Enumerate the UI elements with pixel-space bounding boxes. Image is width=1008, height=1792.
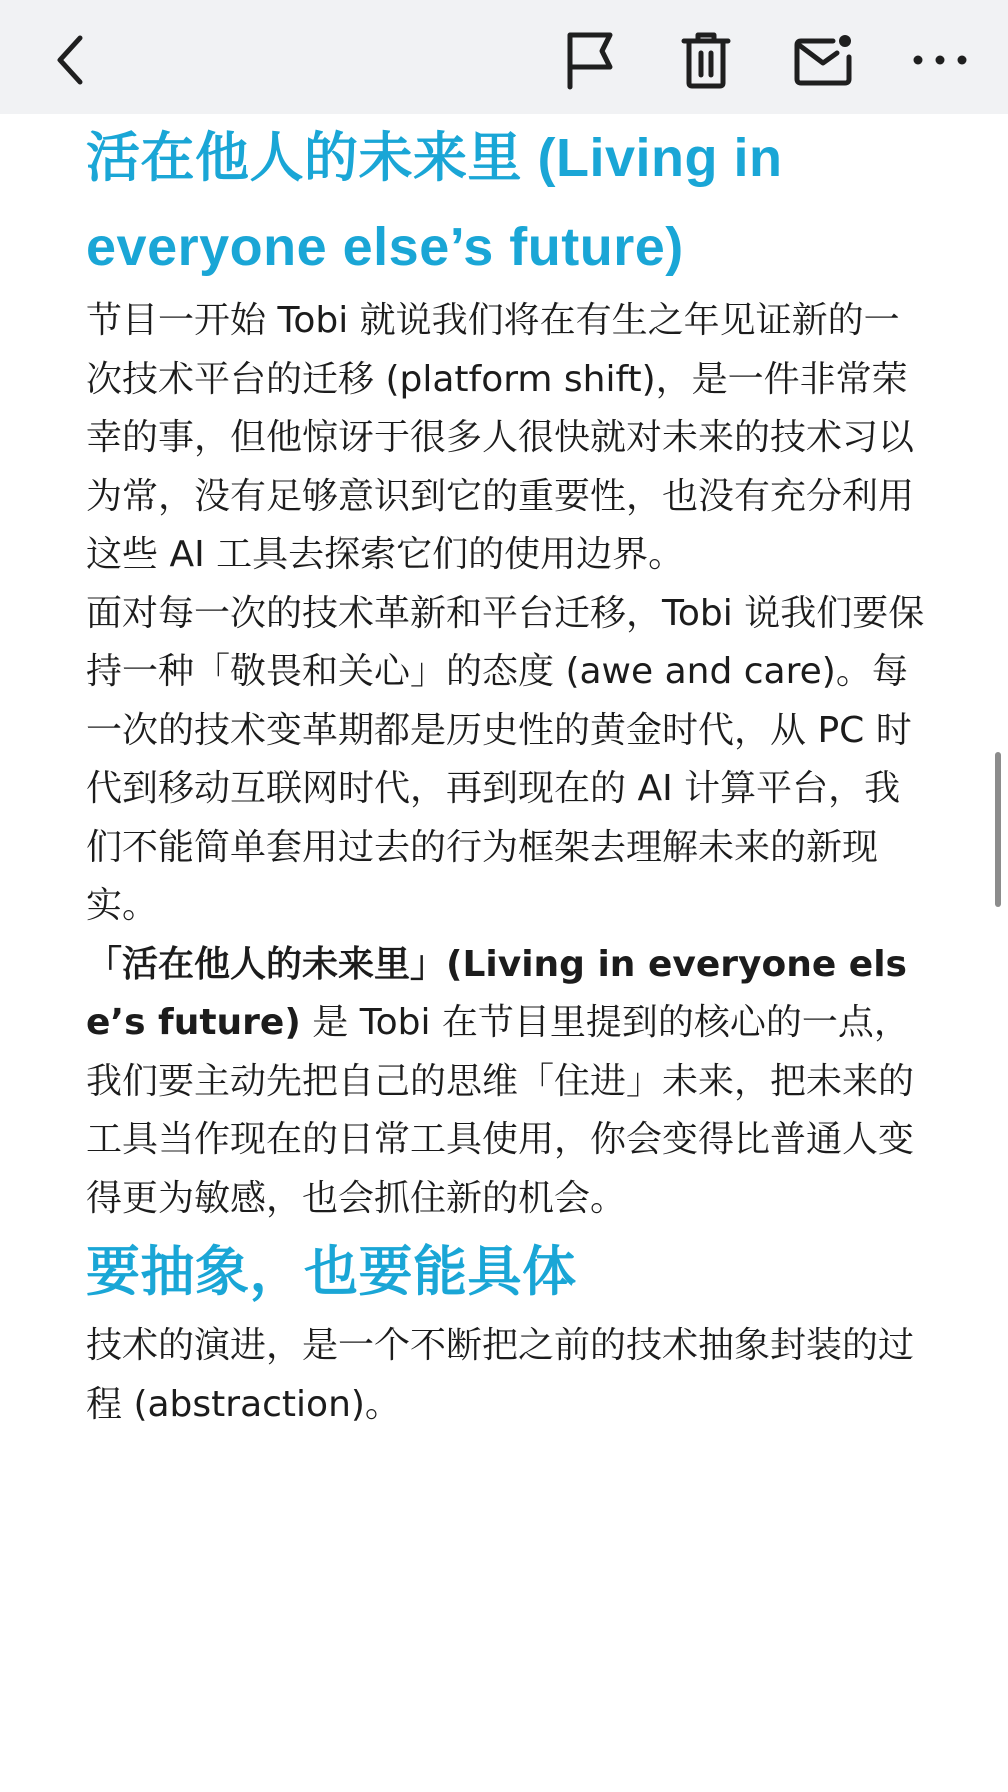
paragraph: 面对每一次的技术革新和平台迁移，Tobi 说我们要保持一种「敬畏和关心」的态度 (awe and care)。每一次的技术变革期都是历史性的黄金时代，从 PC 时代到移动互联网时代，再到现在的 AI 计算平台，我们不能简单套用过去的行为框架去理解未来的新现实。 xyxy=(86,592,925,926)
more-horizontal-icon xyxy=(912,52,968,68)
paragraph: 节目一开始 Tobi 就说我们将在有生之年见证新的一次技术平台的迁移 (platform shift)，是一件非常荣幸的事，但他惊讶于很多人很快就对未来的技术习以为常，没有足够意识到它的重要性，也没有充分利用这些 AI 工具去探索它们的使用边界。 xyxy=(86,300,915,575)
message-body xyxy=(86,114,926,1434)
mail-toolbar xyxy=(0,0,1008,114)
mark-unread-button[interactable] xyxy=(786,22,862,98)
trash-icon xyxy=(680,31,732,89)
flag-icon xyxy=(562,29,618,91)
section-heading: 要抽象，也要能具体 xyxy=(86,1242,577,1302)
emphasized-quote: 「活在他人的未来里」(Living in everyone else’s future) xyxy=(86,943,907,1043)
flag-button[interactable] xyxy=(552,22,628,98)
back-button[interactable] xyxy=(32,22,108,98)
paragraph: 技术的演进，是一个不断把之前的技术抽象封装的过程 (abstraction)。 xyxy=(86,1325,915,1425)
section-heading: 活在他人的未来里 (Living in everyone else’s future) xyxy=(86,128,783,277)
paragraph-text: 是 Tobi 在节目里提到的核心的一点，我们要主动先把自己的思维「住进」未来，把未来的工具当作现在的日常工具使用，你会变得比普通人变得更为敏感，也会抓住新的机会。 xyxy=(86,1002,915,1219)
more-button[interactable] xyxy=(902,22,978,98)
paragraph xyxy=(86,936,926,1229)
delete-button[interactable] xyxy=(668,22,744,98)
chevron-left-icon xyxy=(50,30,90,90)
scroll-indicator[interactable] xyxy=(995,752,1001,907)
mail-unread-icon xyxy=(793,33,855,87)
